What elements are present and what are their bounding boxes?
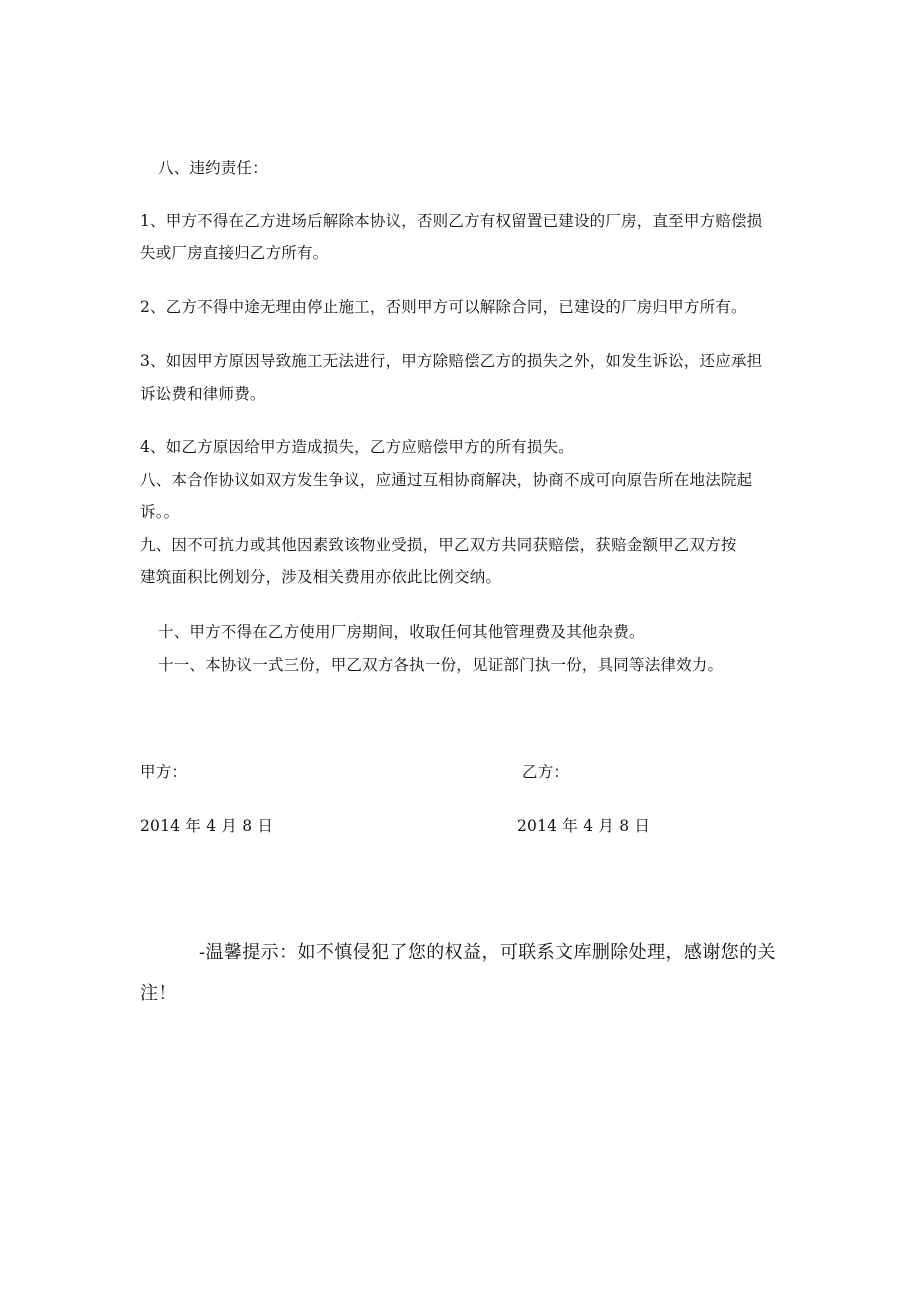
party-a-label: 甲方： xyxy=(140,763,188,781)
party-b-date: 2014 年 4 月 8 日 xyxy=(517,817,651,835)
clause-2-line-1: 2、乙方不得中途无理由停止施工，否则甲方可以解除合同，已建设的厂房归甲方所有。 xyxy=(140,298,747,316)
clause-1-line-2: 失或厂房直接归乙方所有。 xyxy=(140,244,329,262)
clause-eleven: 十一、本协议一式三份，甲乙双方各执一份，见证部门执一份，具同等法律效力。 xyxy=(158,656,724,674)
clause-ten: 十、甲方不得在乙方使用厂房期间，收取任何其他管理费及其他杂费。 xyxy=(158,623,645,641)
party-b-label: 乙方： xyxy=(522,763,570,781)
party-a-date: 2014 年 4 月 8 日 xyxy=(140,817,274,835)
force-majeure-line-2: 建筑面积比例划分，涉及相关费用亦依此比例交纳。 xyxy=(140,568,502,586)
force-majeure-line-1: 九、因不可抗力或其他因素致该物业受损，甲乙双方共同获赔偿，获赔金额甲乙双方按 xyxy=(140,536,737,554)
clause-3-line-1: 3、如因甲方原因导致施工无法进行，甲方除赔偿乙方的损失之外，如发生诉讼，还应承担 xyxy=(140,352,763,370)
section-heading: 八、违约责任： xyxy=(158,159,268,177)
dispute-clause-line-1: 八、本合作协议如双方发生争议，应通过互相协商解决，协商不成可向原告所在地法院起 xyxy=(140,471,753,489)
notice-line-1: -温馨提示：如不慎侵犯了您的权益，可联系文库删除处理，感谢您的关 xyxy=(199,942,776,963)
clause-4-line-1: 4、如乙方原因给甲方造成损失，乙方应赔偿甲方的所有损失。 xyxy=(140,438,574,456)
dispute-clause-line-2: 诉。。 xyxy=(140,503,180,521)
clause-3-line-2: 诉讼费和律师费。 xyxy=(140,385,266,403)
notice-line-2: 注！ xyxy=(140,983,177,1004)
clause-1-line-1: 1、甲方不得在乙方进场后解除本协议，否则乙方有权留置已建设的厂房，直至甲方赔偿损 xyxy=(140,212,763,230)
